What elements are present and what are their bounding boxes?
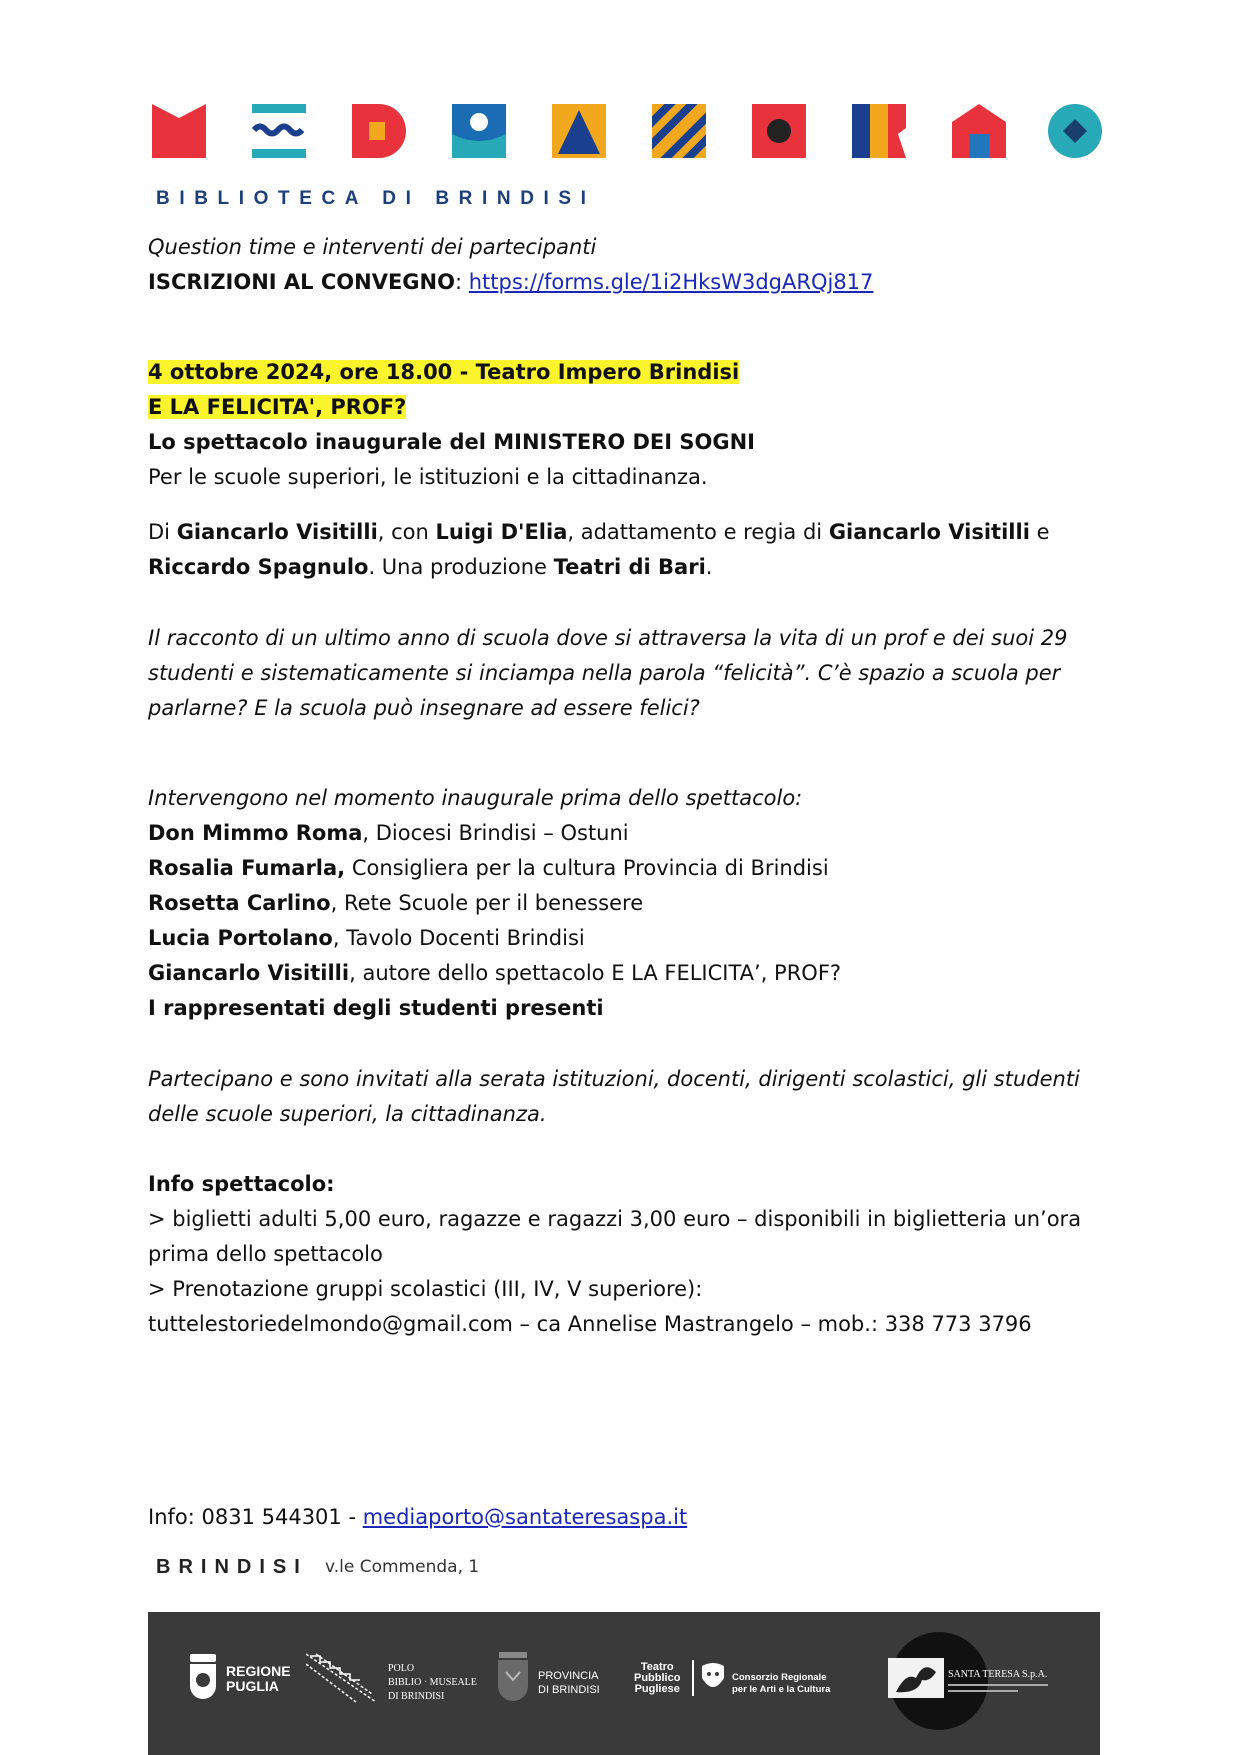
teatro-line: Pugliese: [634, 1683, 680, 1695]
logo-letter-p-icon: [652, 104, 706, 158]
provincia-line: DI BRINDISI: [538, 1684, 600, 1696]
santa-teresa-figure-icon: [888, 1658, 944, 1698]
logo-letter-o-diamond-icon: [1048, 104, 1102, 158]
synopsis-line-2: studenti e sistematicamente si inciampa nella parola “felicità”. C’è spazio a scuola per: [148, 661, 1061, 685]
polo-biblio-museale-mark-icon: [306, 1652, 376, 1704]
logo-letter-d-icon: [352, 104, 406, 158]
polo-line: BIBLIO · MUSEALE: [388, 1677, 477, 1688]
mediaporto-logo: [152, 104, 1102, 160]
logo-letter-e-icon: [252, 104, 306, 158]
participants-line-2: delle scuole superiori, la cittadinanza.: [148, 1102, 547, 1126]
regione-puglia-logo: [226, 1664, 291, 1694]
polo-biblio-museale-logo: [388, 1662, 477, 1704]
credits-line-2: [148, 550, 712, 585]
producer-name: Teatri di Bari: [553, 555, 706, 579]
footer-city: BRINDISI: [156, 1556, 308, 1578]
credits-text: Di: [148, 520, 177, 544]
event-title-line: [148, 390, 406, 425]
speaker-name: Rosalia Fumarla,: [148, 856, 346, 880]
credits-text: , adattamento e regia di: [567, 520, 829, 544]
logo-letter-o-icon: [752, 104, 806, 158]
logo-letter-r-icon: [852, 104, 906, 158]
library-subtitle: BIBLIOTECA DI BRINDISI: [156, 188, 596, 209]
iscrizioni-link[interactable]: https://forms.gle/1i2HksW3dgARQj817: [468, 270, 874, 294]
director-name: Giancarlo Visitilli: [828, 520, 1030, 544]
event-date-line: [148, 355, 739, 390]
provincia-line: PROVINCIA: [538, 1670, 599, 1682]
co-director-name: Riccardo Spagnulo: [148, 555, 369, 579]
speaker-role: Consigliera per la cultura Provincia di Brindisi: [345, 856, 829, 880]
teatro-line: Pubblico: [634, 1672, 681, 1684]
logo-letter-a-icon: [552, 104, 606, 158]
consorzio-regionale-logo: [732, 1672, 830, 1696]
event-date-text: 4 ottobre 2024, ore 18.00 - Teatro Impero Brindisi: [148, 360, 740, 384]
info-heading: Info spettacolo:: [148, 1172, 335, 1196]
info-line-2: prima dello spettacolo: [148, 1242, 383, 1266]
santa-teresa-subtext-line: [948, 1690, 1018, 1692]
credits-text: , con: [377, 520, 436, 544]
consorzio-line: Consorzio Regionale: [732, 1672, 827, 1683]
speaker-role: , Tavolo Docenti Brindisi: [332, 926, 585, 950]
provincia-brindisi-logo: [538, 1669, 600, 1697]
santa-teresa-subtext-line: [948, 1684, 1048, 1686]
sponsor-bar: [148, 1612, 1100, 1755]
credits-text: .: [705, 555, 713, 579]
speaker-role: , autore dello spettacolo E LA FELICITA’, PROF?: [349, 961, 842, 985]
speaker-item: [148, 886, 643, 921]
speaker-name: Don Mimmo Roma: [148, 821, 363, 845]
iscrizioni-line: [148, 265, 873, 300]
contact-email-link[interactable]: mediaporto@santateresaspa.it: [362, 1505, 688, 1529]
teatro-pubblico-pugliese-logo: [634, 1662, 680, 1695]
iscrizioni-label: ISCRIZIONI AL CONVEGNO: [148, 270, 455, 294]
footer-address: v.le Commenda, 1: [325, 1557, 480, 1577]
event-title: E LA FELICITA', PROF?: [148, 395, 407, 419]
event-audience: Per le scuole superiori, le istituzioni e la cittadinanza.: [148, 465, 708, 489]
speakers-intro: Intervengono nel momento inaugurale prima dello spettacolo:: [148, 786, 803, 810]
event-subtitle: Lo spettacolo inaugurale del MINISTERO DEI SOGNI: [148, 430, 756, 454]
contact-line: [148, 1500, 687, 1535]
info-line-3: > Prenotazione gruppi scolastici (III, IV, V superiore):: [148, 1277, 703, 1301]
participants-line-1: Partecipano e sono invitati alla serata istituzioni, docenti, dirigenti scolastici, gli studenti: [148, 1067, 1080, 1091]
synopsis-line-3: parlarne? E la scuola può insegnare ad essere felici?: [148, 696, 700, 720]
speaker-role: , Rete Scuole per il benessere: [330, 891, 644, 915]
teatro-mask-icon: [700, 1662, 726, 1694]
info-line-4: tuttelestoriedelmondo@gmail.com – ca Annelise Mastrangelo – mob.: 338 773 3796: [148, 1312, 1032, 1336]
consorzio-line: per le Arti e la Cultura: [732, 1684, 831, 1695]
provincia-brindisi-crest-icon: [496, 1652, 530, 1708]
polo-line: POLO: [388, 1663, 415, 1674]
polo-line: DI BRINDISI: [388, 1691, 445, 1702]
author-name: Giancarlo Visitilli: [176, 520, 378, 544]
speaker-name: Lucia Portolano: [148, 926, 333, 950]
synopsis-line-1: Il racconto di un ultimo anno di scuola dove si attraversa la vita di un prof e dei suoi 29: [148, 626, 1068, 650]
credits-text: e: [1029, 520, 1050, 544]
credits-line-1: [148, 515, 1050, 550]
logo-letter-m-icon: [152, 104, 206, 158]
teatro-line: Teatro: [640, 1661, 674, 1673]
logo-letter-i-icon: [452, 104, 506, 158]
credits-text: . Una produzione: [368, 555, 554, 579]
actor-name: Luigi D'Elia: [435, 520, 568, 544]
iscrizioni-sep: :: [454, 270, 469, 294]
santa-teresa-name: SANTA TERESA S.p.A.: [948, 1669, 1048, 1680]
info-line-1: > biglietti adulti 5,00 euro, ragazze e ragazzi 3,00 euro – disponibili in biglietteria un’ora: [148, 1207, 1082, 1231]
speaker-name: Rosetta Carlino: [148, 891, 331, 915]
speaker-item: [148, 851, 829, 886]
contact-label: Info: 0831 544301 -: [148, 1505, 363, 1529]
speaker-item: [148, 816, 629, 851]
speaker-role: , Diocesi Brindisi – Ostuni: [362, 821, 629, 845]
logo-letter-t-icon: [952, 104, 1006, 158]
speaker-item: [148, 921, 585, 956]
regione-line: PUGLIA: [226, 1678, 279, 1694]
question-time-line: Question time e interventi dei partecipanti: [148, 235, 597, 259]
speaker-item: [148, 956, 841, 991]
speaker-name: Giancarlo Visitilli: [148, 961, 350, 985]
teatro-divider: [692, 1660, 694, 1696]
regione-line: REGIONE: [226, 1663, 291, 1679]
regione-puglia-crest-icon: [188, 1654, 218, 1704]
students-line: I rappresentati degli studenti presenti: [148, 996, 604, 1020]
